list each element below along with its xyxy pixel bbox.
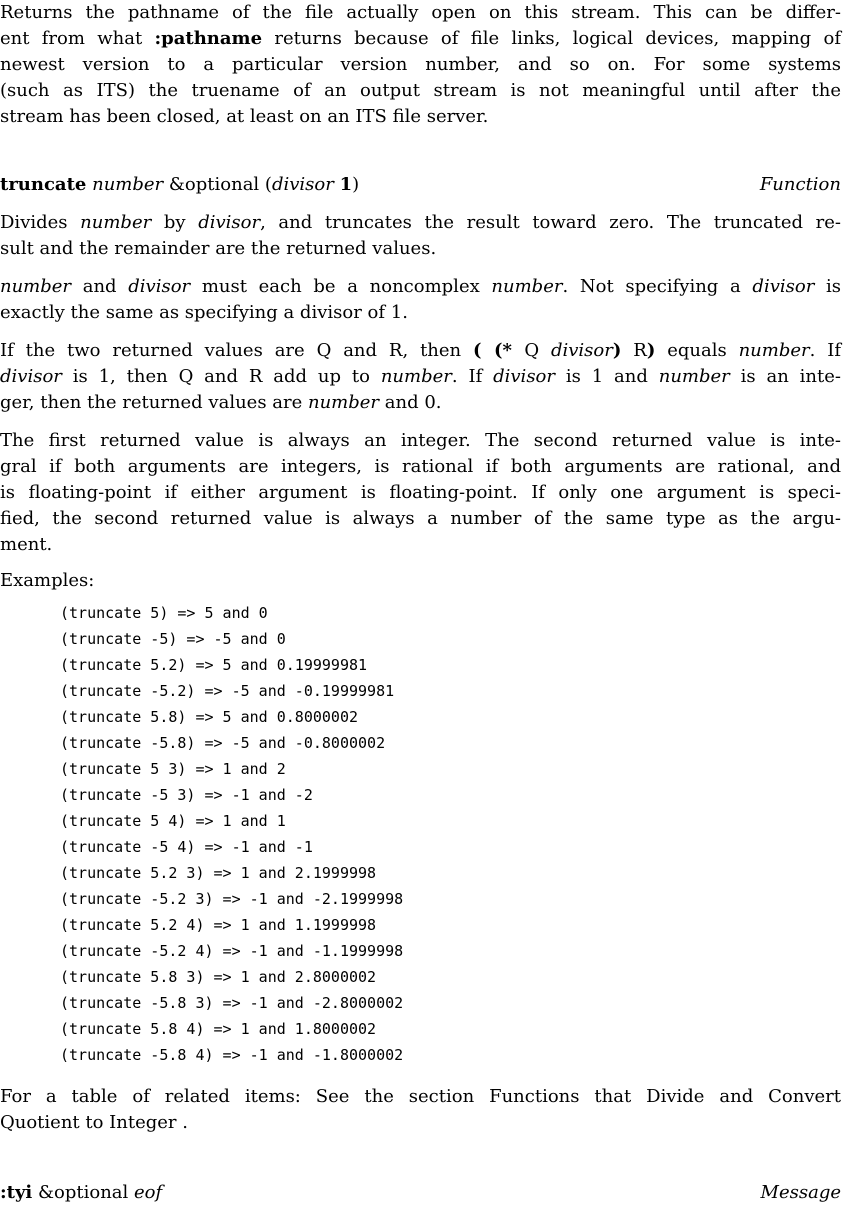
truename-description xyxy=(0,0,841,130)
text-line: stream has been closed, at least on an ITS file server. xyxy=(0,106,489,127)
text-line: sult and the remainder are the returned values. xyxy=(0,238,437,259)
optional-keyword: &optional xyxy=(168,174,260,195)
example-line: (truncate 5) => 5 and 0 xyxy=(60,604,268,622)
truncate-para-3 xyxy=(0,338,841,416)
italic-term: number xyxy=(380,366,452,387)
italic-term: divisor xyxy=(0,366,62,387)
text-line-1: Divides number by divisor, and truncates the result toward zero. The truncated re- xyxy=(0,212,842,233)
example-line: (truncate -5.8 4) => -1 and -1.8000002 xyxy=(60,1046,404,1064)
italic-term: divisor xyxy=(128,276,191,297)
text-line: newest version to a particular version number, and so on. For some systems xyxy=(0,54,841,75)
bold-term: ) xyxy=(646,340,656,361)
text-line-3: ger, then the returned values are number and 0. xyxy=(0,392,442,413)
default-value: 1 xyxy=(339,174,353,195)
text-line: gral if both arguments are integers, is rational if both arguments are rational, and xyxy=(0,456,841,477)
optional-keyword: &optional xyxy=(38,1182,129,1203)
text-line-pathname: ent from what :pathname returns because of file links, logical devices, mapping of xyxy=(0,28,841,49)
italic-term: number xyxy=(80,212,152,233)
truncate-para-4 xyxy=(0,428,841,558)
function-signature xyxy=(0,172,359,198)
text-line: exactly the same as specifying a divisor of 1. xyxy=(0,302,408,323)
definition-kind: Message xyxy=(760,1182,841,1203)
text-line: fied, the second returned value is always a number of the same type as the argu- xyxy=(0,508,841,529)
example-line: (truncate 5.2 4) => 1 and 1.1999998 xyxy=(60,916,377,934)
text-line-2: divisor is 1, then Q and R add up to number. If divisor is 1 and number is an inte- xyxy=(0,366,841,387)
arg-eof: eof xyxy=(134,1182,163,1203)
examples-label: Examples: xyxy=(0,570,95,591)
tyi-definition-header xyxy=(0,1180,841,1206)
text-line: Quotient to Integer . xyxy=(0,1112,188,1133)
definition-kind: Function xyxy=(759,174,841,195)
example-line: (truncate 5.8 3) => 1 and 2.8000002 xyxy=(60,968,377,986)
close-paren: ) xyxy=(352,174,360,195)
text-line: For a table of related items: See the section Functions that Divide and Convert xyxy=(0,1086,841,1107)
example-line: (truncate 5.8 4) => 1 and 1.8000002 xyxy=(60,1020,377,1038)
arg-number: number xyxy=(92,174,164,195)
text-line: (such as ITS) the truename of an output stream is not meaningful until after the xyxy=(0,80,841,101)
italic-term: divisor xyxy=(752,276,815,297)
example-line: (truncate -5.8 3) => -1 and -2.8000002 xyxy=(60,994,404,1012)
example-line: (truncate -5.8) => -5 and -0.8000002 xyxy=(60,734,386,752)
truncate-para-2 xyxy=(0,274,841,326)
arg-divisor: divisor xyxy=(271,174,334,195)
example-line: (truncate 5 3) => 1 and 2 xyxy=(60,760,286,778)
italic-term: number xyxy=(658,366,730,387)
example-line: (truncate 5 4) => 1 and 1 xyxy=(60,812,286,830)
text-line-1: If the two returned values are Q and R, then ( (* Q divisor) R) equals number. If xyxy=(0,340,842,361)
message-name: :tyi xyxy=(0,1182,33,1203)
examples-code-block xyxy=(60,600,403,1068)
italic-term: number xyxy=(491,276,563,297)
example-line: (truncate 5.2) => 5 and 0.19999981 xyxy=(60,656,368,674)
truncate-para-1 xyxy=(0,210,841,262)
text-line-1: number and divisor must each be a noncomplex number. Not specifying a divisor is xyxy=(0,276,841,297)
example-line: (truncate -5 3) => -1 and -2 xyxy=(60,786,313,804)
example-line: (truncate 5.2 3) => 1 and 2.1999998 xyxy=(60,864,377,882)
open-paren: ( xyxy=(264,174,272,195)
function-name: truncate xyxy=(0,174,87,195)
see-also-paragraph xyxy=(0,1084,841,1136)
example-line: (truncate -5.2 3) => -1 and -2.1999998 xyxy=(60,890,404,908)
italic-term: divisor xyxy=(550,340,613,361)
text-line: The first returned value is always an integer. The second returned value is inte- xyxy=(0,430,841,451)
message-signature xyxy=(0,1180,162,1206)
bold-term: ) xyxy=(612,340,622,361)
example-line: (truncate 5.8) => 5 and 0.8000002 xyxy=(60,708,359,726)
example-line: (truncate -5) => -5 and 0 xyxy=(60,630,286,648)
example-line: (truncate -5.2 4) => -1 and -1.1999998 xyxy=(60,942,404,960)
italic-term: divisor xyxy=(493,366,555,387)
italic-term: number xyxy=(0,276,72,297)
bold-term: :pathname xyxy=(154,28,263,49)
italic-term: number xyxy=(308,392,380,413)
bold-term: ( (* xyxy=(473,340,525,361)
text-line: is floating-point if either argument is floating-point. If only one argument is speci- xyxy=(0,482,841,503)
text-line: ment. xyxy=(0,534,53,555)
truncate-definition-header xyxy=(0,172,841,198)
italic-term: divisor xyxy=(198,212,261,233)
text-line: Returns the pathname of the file actually open on this stream. This can be differ- xyxy=(0,2,841,23)
italic-term: number xyxy=(738,340,810,361)
example-line: (truncate -5 4) => -1 and -1 xyxy=(60,838,313,856)
example-line: (truncate -5.2) => -5 and -0.19999981 xyxy=(60,682,395,700)
